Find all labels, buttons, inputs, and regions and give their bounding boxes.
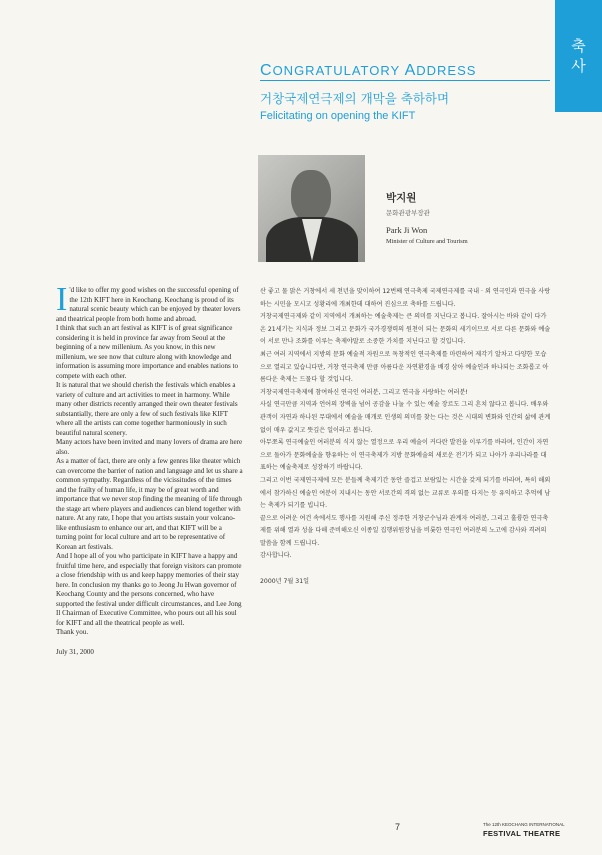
english-paragraph: And I hope all of you who participate in KIFT have a happy and fruitful time here, and especially that foreign visitors can promote a close friendship with us and keep happy memories of their stay here. In conclusion my thanks go to Jeong Ju Hwan governor of Keochang County and the persons concerned, who have supported the festival under difficult circumstances, and Lee Jong Il Chairman of Executive Committee, who pours out all his soul for KIFT and all the theatrical people as well. [56, 552, 242, 627]
author-name-english: Park Ji Won [386, 225, 428, 235]
english-paragraph: I think that such an art festival as KIFT is of great significance considering it is held in province far away from Seoul at the beginning of a new millenium. As you know, in this new millenium, we see now that culture along with knowledge and information is assuming more importance and enables nations to compete with each other. [56, 324, 239, 380]
section-heading: CONGRATULATORY ADDRESS [260, 62, 477, 79]
english-paragraph: I 'd like to offer my good wishes on the successful opening of the 12th KIFT here in Keochang. Keochang is proud of its natural scenic beauty which can be enjoyed by theater lovers and theatrical people from both home and abroad. [56, 281, 241, 323]
english-paragraph: It is natural that we should cherish the festivals which enables a variety of culture and art activities to meet in harmony. While many other districts recently arranged their own theater festivals substantially, there are only a few of such festivals like KIFT where all the artists can come together harmoniously in such beautiful natural scenery. [56, 381, 238, 437]
drop-cap: I [56, 281, 68, 318]
english-date: July 31, 2000 [56, 647, 94, 656]
english-paragraph: As a matter of fact, there are only a few genres like theater which can overcome the barrier of nation and language and let us share a common sympathy. Regardless of the vicissitudes of the times and the frailty of human life, it may be of great worth and importance that we never stop finding the meaning of life through the stage art where players and audiences can blend together with nature. At any rate, I hope that you artists sustain your volcano-like enthusiasm to enhance our art, and that KIFT will be a turning point for local culture and art to be representative of Korean art festivals. [56, 457, 243, 551]
korean-date: 2000년 7월 31일 [260, 578, 310, 586]
heading-rule [260, 80, 550, 81]
author-title-korean: 문화관광부장관 [386, 209, 430, 217]
korean-paragraph: 최근 여러 지역에서 지방의 문화 예술적 자원으로 독창적인 연극축제를 마련하여 제각기 알차고 다양한 모습으로 열리고 있습니다만, 거창 연극축제 만큼 아름다운 자연환경을 배경 삼아 예술인과 하나되는 조화롭고 아름다운 축제는 드물다 할 것입니다. [260, 350, 549, 384]
portrait-face [291, 170, 331, 222]
korean-paragraph: 끝으로 어려운 여건 속에서도 행사를 지원해 주신 정주한 거창군수님과 관계자 여러분, 그리고 훌륭한 연극축제를 위해 열과 성을 다해 준비해오신 이종일 집행위원장님을 비롯한 연극인 여러분의 노고에 감사와 격려의 말씀을 함께 드립니다. [260, 514, 549, 547]
author-portrait [258, 155, 365, 262]
english-paragraph: Thank you. [56, 628, 89, 636]
korean-paragraph: 감사합니다. [260, 552, 292, 560]
footer-festival-edition: The 12th KEOCHANG INTERNATIONAL [483, 822, 565, 827]
english-paragraph: Many actors have been invited and many lovers of drama are here also. [56, 438, 243, 456]
korean-paragraph: 사실 연극만큼 지역과 언어의 장벽을 넘어 공감을 나눌 수 있는 예술 장르도 그리 흔치 않다고 봅니다. 배우와 관객이 자연과 하나된 무대에서 예술을 매개로 인생의 의미를 찾는 다는 것은 시대의 변화와 인간의 삶에 관계없이 매우 값지고 뜻깊은 일이라고 봅니다. [260, 401, 551, 434]
section-tab [555, 0, 602, 112]
korean-paragraph: 아무쪼록 연극예술인 여러분의 식지 않는 열정으로 우리 예술이 커다란 발전을 이루기를 바라며, 인간이 자연으로 돌아가 문화예술을 향유하는 이 연극축제가 지방 문화예술의 새로운 전기가 되고 나아가 우리나라를 대표하는 예술축제로 성장하기 바랍니다. [260, 439, 549, 472]
page-number: 7 [395, 822, 401, 832]
korean-paragraph: 산 좋고 물 맑은 거창에서 세 천년을 맞이하여 12번째 연극축제 국제연극제를 국내 · 외 연극인과 연극을 사랑하는 시민을 모시고 성황리에 개최한데 대하여 진심으로 축하를 드립니다. [260, 288, 551, 308]
footer-festival-name: FESTIVAL THEATRE [483, 829, 561, 838]
korean-paragraph: 거창국제연극제와 같이 지역에서 개최하는 예술축제는 큰 의미를 지닌다고 봅니다. 잘아시는 바와 같이 다가온 21세기는 지식과 정보 그리고 문화가 국가경쟁력의 원천이 되는 문화의 세기이므로 서로 다른 문화와 예술이 서로 만나 조화를 이루는 축제야말로 소중한 가치를 지닌다고 할 것입니다. [260, 313, 551, 346]
article-title-english: Felicitating on opening the KIFT [260, 110, 416, 122]
author-name-korean: 박지원 [386, 192, 417, 204]
english-column [56, 281, 243, 657]
author-title-english: Minister of Culture and Tourism [386, 238, 468, 245]
section-tab-char-1: 축 [571, 37, 586, 55]
korean-paragraph: 그리고 이번 국제연극제에 모든 분들께 축제기간 동안 즐겁고 보람있는 시간을 갖게 되기를 바라며, 특히 해외에서 참가하신 예술인 여분이 지내시는 동안 서로간의 격의 없는 교류로 우의를 다지는 등 유익하고 추억에 남는 축제가 되기를 빕니다. [260, 476, 551, 510]
korean-column [260, 286, 552, 589]
article-title-korean: 거창국제연극제의 개막을 축하하며 [260, 91, 450, 106]
korean-paragraph: 거창국제연극축제에 참여하신 연극인 여러분, 그리고 연극을 사랑하는 여러분! [260, 388, 468, 396]
section-tab-char-2: 사 [571, 57, 586, 75]
